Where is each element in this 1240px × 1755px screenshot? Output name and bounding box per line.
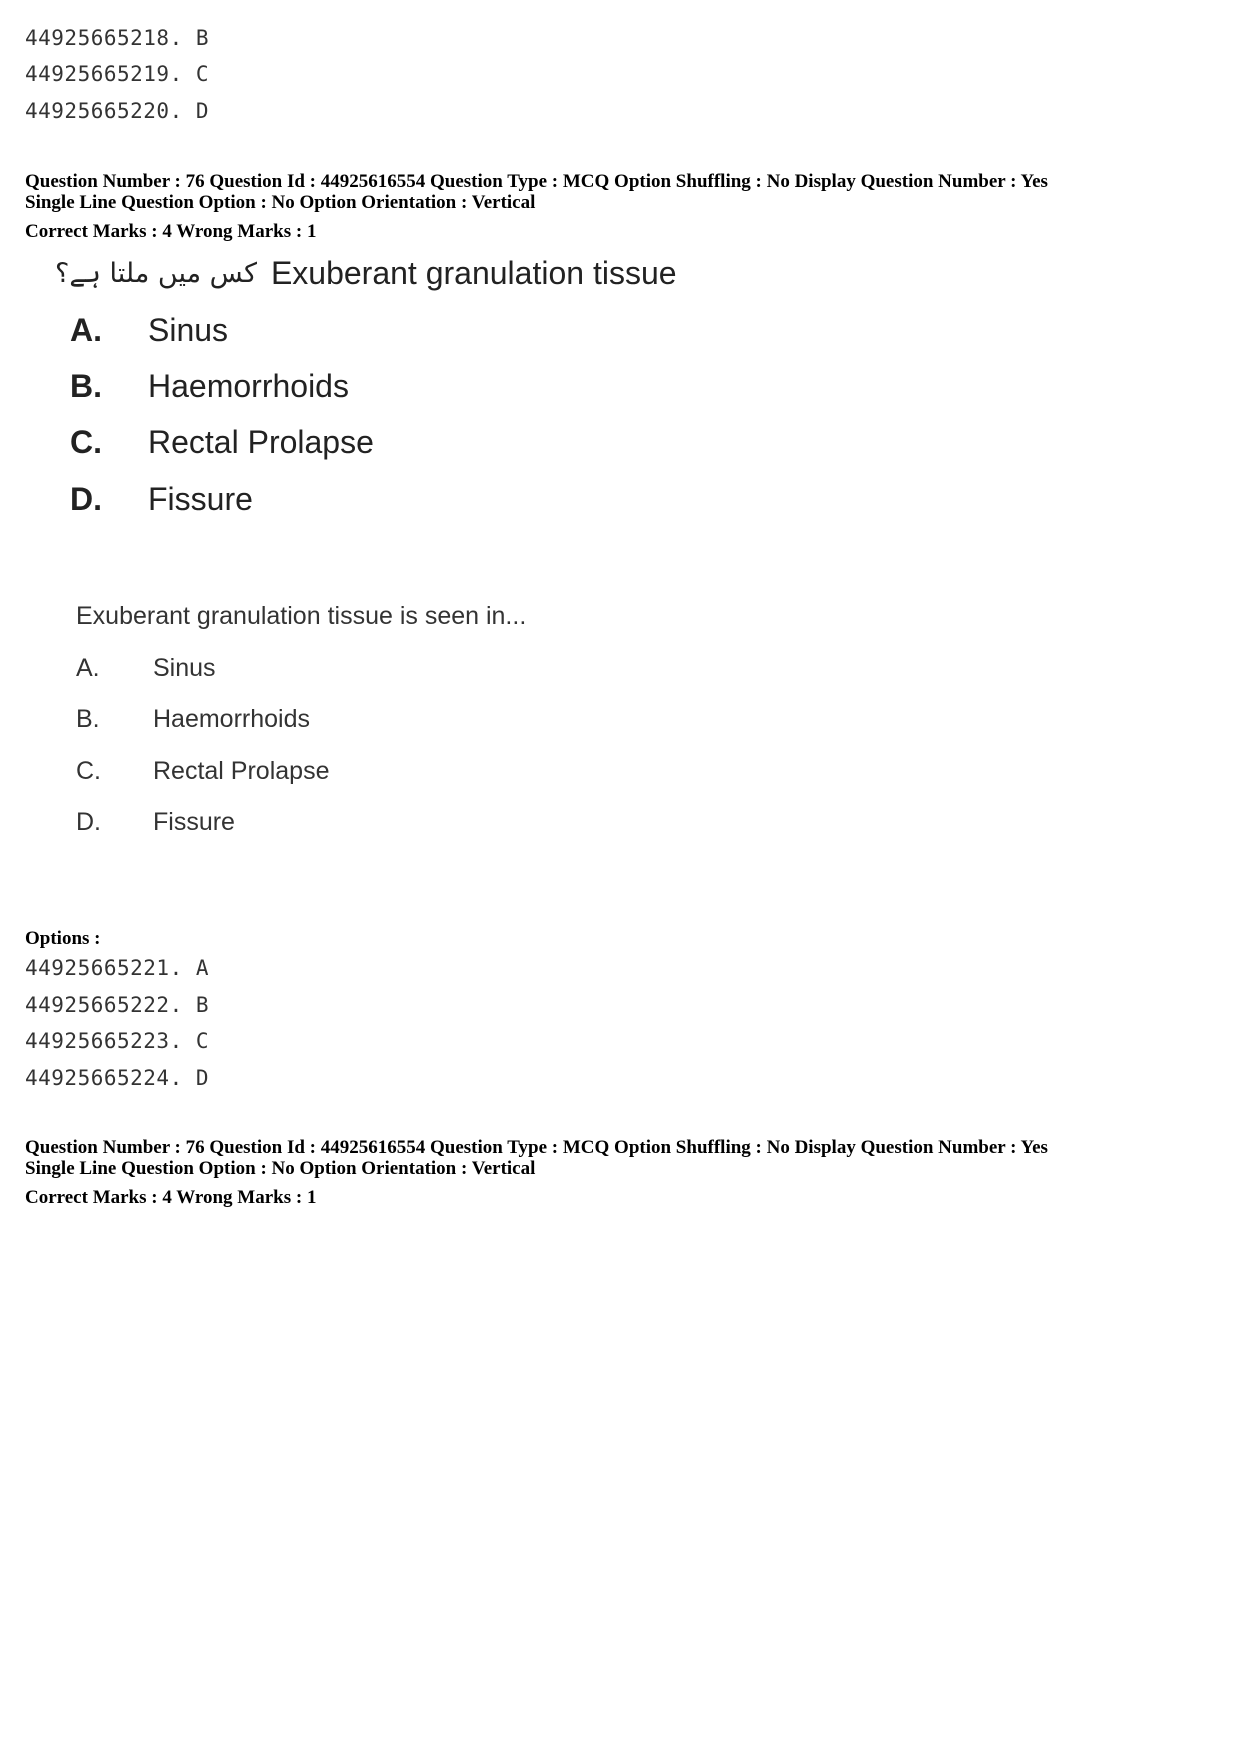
marks-line: Correct Marks : 4 Wrong Marks : 1 (25, 1187, 317, 1208)
option-id-line: 44925665218. B (25, 26, 210, 50)
english-text: Exuberant granulation tissue (270, 255, 677, 291)
option-id-line: 44925665220. D (25, 99, 210, 123)
option-id-line: 44925665222. B (25, 993, 210, 1017)
question-meta-line: Single Line Question Option : No Option Orientation : Vertical (25, 1158, 536, 1179)
question-option: A. Sinus (70, 312, 229, 348)
question-option: C. Rectal Prolapse (76, 757, 330, 785)
question-option: D. Fissure (70, 481, 253, 517)
question-stem-urdu (55, 255, 677, 292)
question-meta-line: Single Line Question Option : No Option Orientation : Vertical (25, 192, 536, 213)
option-id-line: 44925665224. D (25, 1066, 210, 1090)
question-meta-line: Question Number : 76 Question Id : 44925616554 Question Type : MCQ Option Shuffling : No Display Question Number : Yes (25, 171, 1048, 192)
option-id-line: 44925665223. C (25, 1029, 210, 1053)
option-id-line: 44925665221. A (25, 956, 210, 980)
question-stem-english: Exuberant granulation tissue is seen in... (76, 602, 527, 630)
question-option: B. Haemorrhoids (76, 705, 311, 733)
marks-line: Correct Marks : 4 Wrong Marks : 1 (25, 221, 317, 242)
question-option: A. Sinus (76, 654, 216, 682)
option-id-line: 44925665219. C (25, 62, 210, 86)
question-meta-line: Question Number : 76 Question Id : 44925616554 Question Type : MCQ Option Shuffling : No Display Question Number : Yes (25, 1137, 1048, 1158)
question-option: B. Haemorrhoids (70, 368, 349, 404)
options-label: Options : (25, 928, 101, 949)
question-option: C. Rectal Prolapse (70, 424, 374, 460)
urdu-text: کس میں ملتا ہے؟ (55, 258, 257, 289)
question-option: D. Fissure (76, 808, 235, 836)
